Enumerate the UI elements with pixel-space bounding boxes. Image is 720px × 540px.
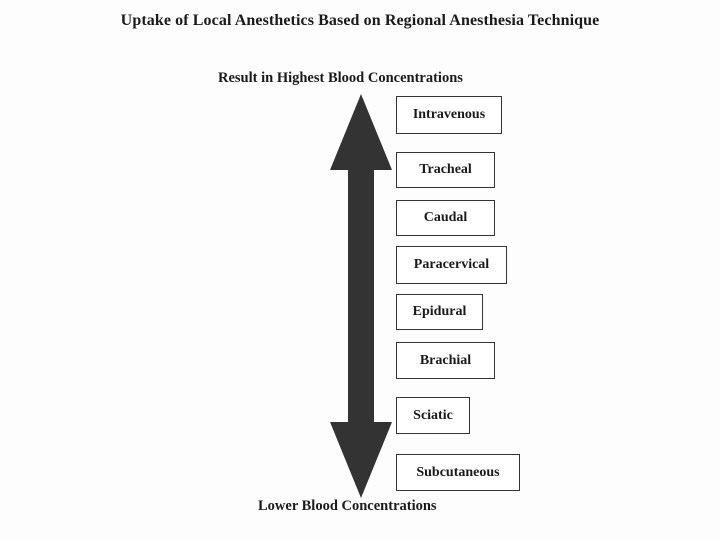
technique-box-brachial: Brachial bbox=[396, 342, 495, 379]
technique-box-intravenous: Intravenous bbox=[396, 96, 502, 134]
technique-box-tracheal: Tracheal bbox=[396, 152, 495, 188]
technique-box-sciatic: Sciatic bbox=[396, 397, 470, 434]
technique-box-caudal: Caudal bbox=[396, 200, 495, 236]
arrow-shape bbox=[330, 94, 392, 498]
diagram-title: Uptake of Local Anesthetics Based on Regional Anesthesia Technique bbox=[120, 12, 600, 29]
technique-box-subcutaneous: Subcutaneous bbox=[396, 454, 520, 491]
technique-box-paracervical: Paracervical bbox=[396, 246, 507, 284]
highest-concentration-label: Result in Highest Blood Concentrations bbox=[218, 70, 463, 86]
technique-box-epidural: Epidural bbox=[396, 294, 483, 330]
lower-concentration-label: Lower Blood Concentrations bbox=[258, 498, 437, 514]
double-headed-arrow bbox=[326, 92, 396, 500]
